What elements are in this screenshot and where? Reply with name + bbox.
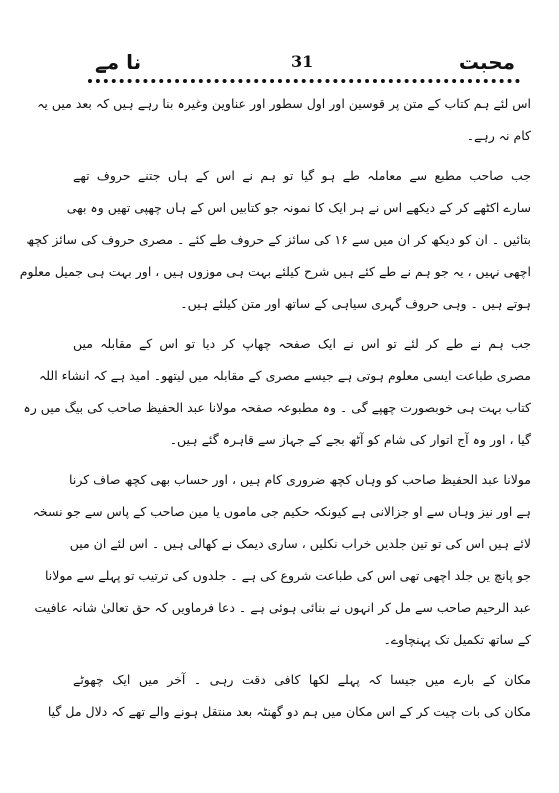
text-line: عبد الرحیم صاحب سے مل کر انہوں نے بنائی ہوئی ہے ۔ دعا فرماویں کہ حق تعالیٰ شانہ عافیت [34,600,531,615]
paragraph-gap [73,320,531,328]
paragraph [23,328,531,456]
text-line: مولانا عبد الحفیظ صاحب کو وہاں کچھ ضروری کام ہیں ، اور حساب بھی کچھ صاف کرنا [69,472,531,487]
text-line: مکان کی بات چیت کر کے اس مکان میں ہم دو گھنٹہ بعد منتقل ہونے والے تھے کہ دلال مل گیا [47,704,531,719]
paragraph [47,664,531,728]
page-header [95,50,515,78]
text-line: گیا ، اور وہ آج اتوار کی شام کو آٹھ بجے کے جہاز سے قاہرہ گئے ہیں۔ [169,432,531,447]
text-line: سارے اکٹھے کر کے دیکھے اس نے ہر ایک کا نمونہ جو کتابیں اس کے ہاں چھپی تھیں وہ بھی [66,200,531,215]
text-line: مکان کے بارے میں جیسا کہ پہلے لکھا کافی دقت رہی ۔ آخر میں ایک چھوٹے [73,672,531,687]
page-number: 31 [291,52,314,71]
paragraph [37,88,531,152]
paragraph [32,464,531,656]
paragraph-gap [73,456,531,464]
text-line: جو پانچ یں جلد اچھی تھی اس کی طباعت شروع کی ہے ۔ جلدوں کی ترتیب تو پہلے سے مولانا [44,568,531,583]
header-title-left: نا مے [95,50,142,74]
text-line: ہوتے ہیں ۔ وہی حروف گہری سیاہی کے ساتھ اور متن کیلئے ہیں۔ [180,296,531,311]
body-text [19,88,531,728]
paragraph-gap [73,152,531,160]
header-title-right: محبت [458,50,515,74]
paragraph [19,160,531,320]
text-line: جب صاحب مطبع سے معاملہ طے ہو گیا تو ہم نے اس کے ہاں جتنے حروف تھے [73,168,531,183]
paragraph-gap [73,656,531,664]
text-line: بتائیں ۔ ان کو دیکھ کر ان میں سے ۱۶ کی سائز کے حروف طے کئے ۔ مصری حروف کی سائز کچھ [26,232,531,247]
text-line: کتاب بہت ہی خوبصورت چھپے گی ۔ وہ مطبوعہ صفحہ مولانا عبد الحفیظ صاحب کی بیگ میں رہ [23,400,531,415]
text-line: ہے اور نیز وہاں سے او جزالانی ہے کیونکہ حکیم جی ماموں یا مین صاحب کے پاس سے جو نسخہ [32,504,531,519]
text-line: اس لئے ہم کتاب کے متن پر قوسین اور اول سطور اور عناوین وغیرہ بنا رہے ہیں کہ بعد میں یہ [37,96,531,111]
text-line: لائے ہیں اس کی تو تین جلدیں خراب نکلیں ، ساری دیمک نے کھالی ہیں ۔ اس لئے ان میں [69,536,531,551]
text-line: جب ہم نے طے کر لئے تو اس نے ایک صفحہ چھاپ کر دیا تو اس کے مقابلہ میں [73,336,531,351]
text-line: کام نہ رہے۔ [466,128,531,143]
header-dotted-rule [88,79,520,83]
text-line: کے ساتھ تکمیل تک پہنچاوے۔ [383,632,531,647]
text-line: اچھی نہیں ، یہ جو ہم نے طے کئے ہیں شرح کیلئے بہت ہی موزوں ہیں ، اور بہت ہی جمیل معلوم [19,264,531,279]
text-line: مصری طباعت ایسی معلوم ہوتی ہے جیسے مصری کے مقابلہ میں لیتھو۔ امید ہے کہ انشاء اللہ [38,368,531,383]
